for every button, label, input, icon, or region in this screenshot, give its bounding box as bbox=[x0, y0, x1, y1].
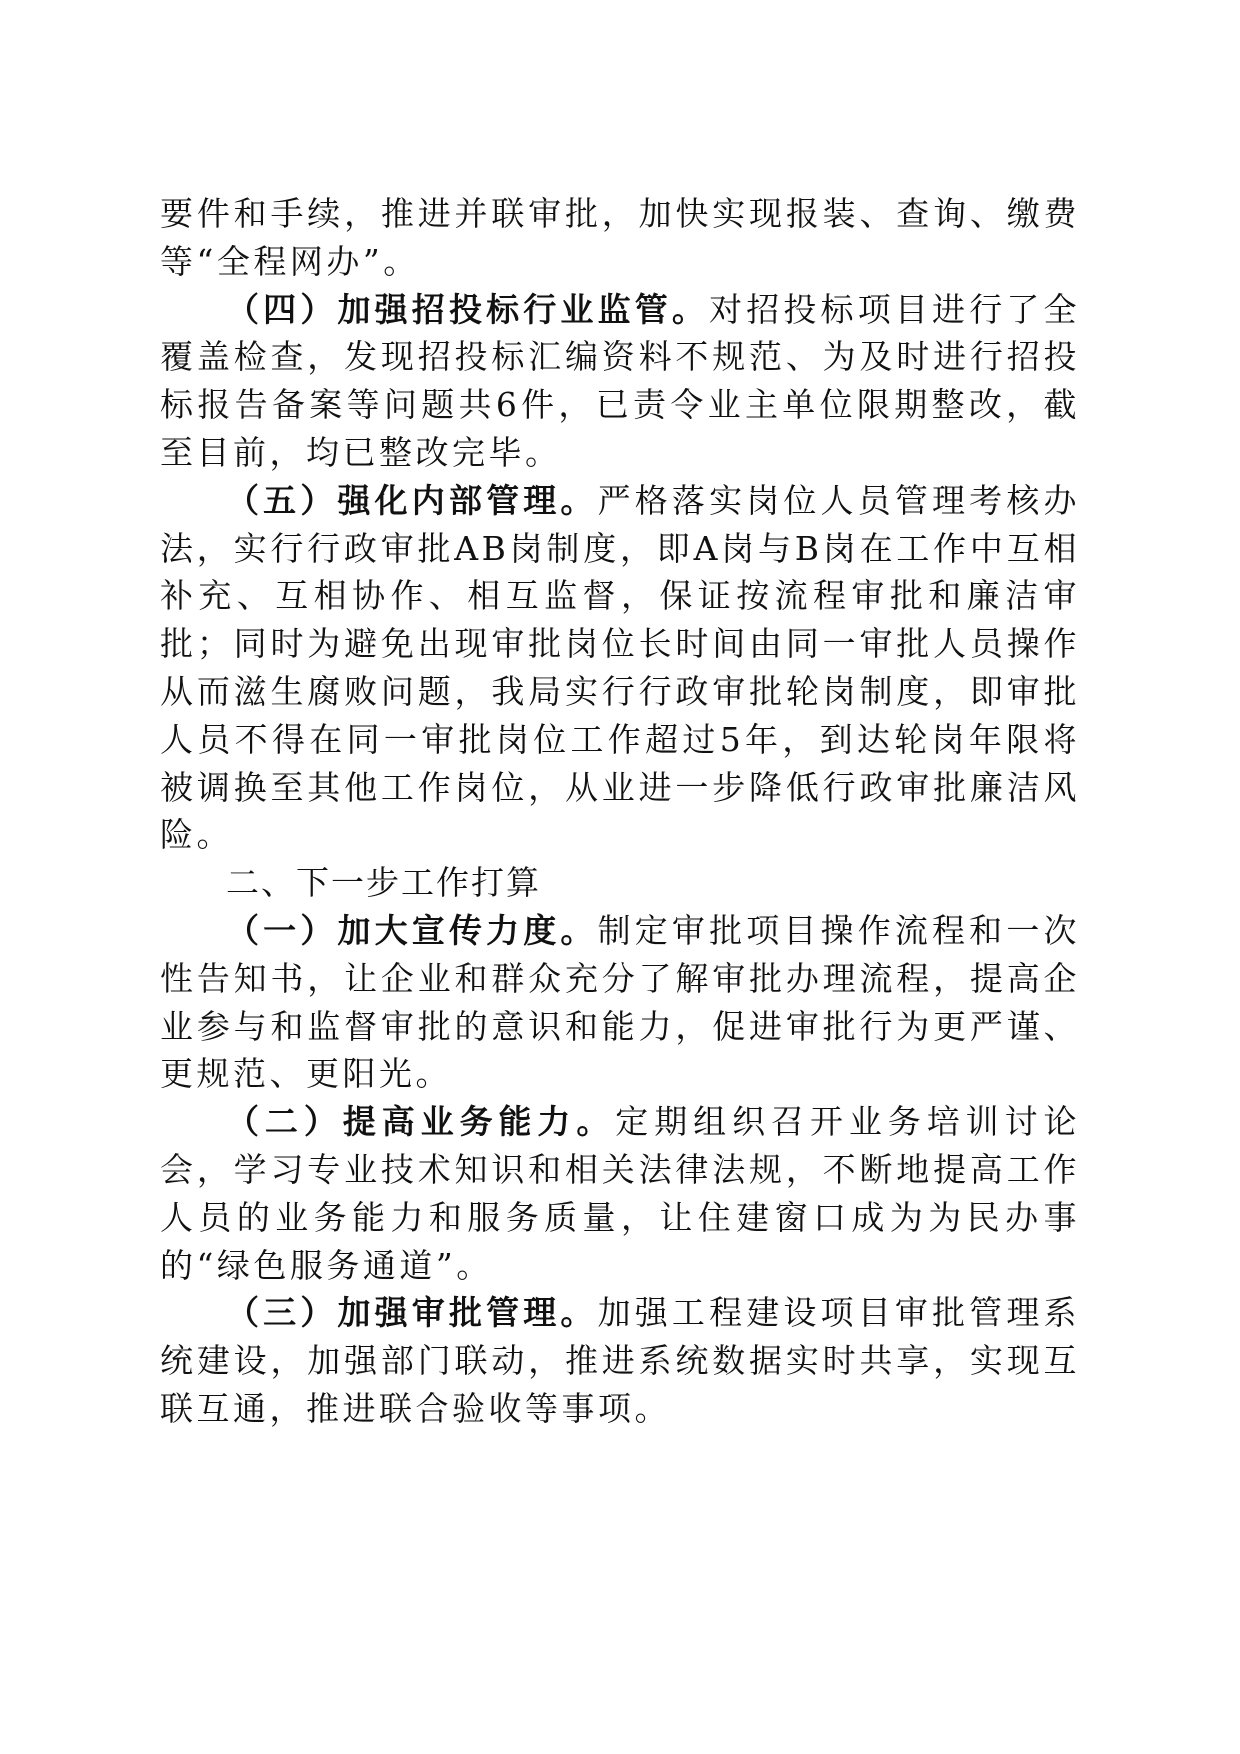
paragraph-bidding-supervision bbox=[160, 286, 1080, 477]
paragraph-lead: （五）强化内部管理。 bbox=[226, 480, 598, 520]
paragraph-internal-management bbox=[160, 477, 1080, 859]
paragraph-body: 对招投标项目进行了全覆盖检查，发现招投标汇编资料不规范、为及时进行招投标报告备案等问题共6件，已责令业主单位限期整改，截至目前，均已整改完毕。 bbox=[160, 289, 1081, 472]
paragraph-lead: （一）加大宣传力度。 bbox=[226, 910, 598, 950]
paragraph-approval-management bbox=[160, 1289, 1080, 1432]
paragraph-body: 严格落实岗位人员管理考核办法，实行行政审批AB岗制度，即A岗与B岗在工作中互相补充、互相协作、相互监督，保证按流程审批和廉洁审批；同时为避免出现审批岗位长时间由同一审批人员操作从而滋生腐败问题，我局实行行政审批轮岗制度，即审批人员不得在同一审批岗位工作超过5年，到达轮岗年限将被调换至其他工作岗位，从业进一步降低行政审批廉洁风险。 bbox=[160, 480, 1081, 855]
paragraph-publicity bbox=[160, 907, 1080, 1098]
paragraph-body: 定期组织召开业务培训讨论会，学习专业技术知识和相关法律法规，不断地提高工作人员的业务能力和服务质量，让住建窗口成为为民办事的“绿色服务通道”。 bbox=[160, 1102, 1081, 1285]
paragraph-continuation bbox=[160, 190, 1080, 286]
paragraph-lead: （二）提高业务能力。 bbox=[226, 1102, 616, 1142]
paragraph-body: 加强工程建设项目审批管理系统建设，加强部门联动，推进系统数据实时共享，实现互联互通，推进联合验收等事项。 bbox=[160, 1293, 1081, 1428]
paragraph-lead: （四）加强招投标行业监管。 bbox=[226, 289, 710, 329]
paragraph-capability bbox=[160, 1098, 1080, 1289]
document-page bbox=[160, 190, 1080, 1433]
paragraph-lead: （三）加强审批管理。 bbox=[226, 1293, 598, 1333]
paragraph-body: 制定审批项目操作流程和一次性告知书，让企业和群众充分了解审批办理流程，提高企业参与和监督审批的意识和能力，促进审批行为更严谨、更规范、更阳光。 bbox=[160, 910, 1081, 1094]
section-heading: 二、下一步工作打算 bbox=[226, 863, 541, 903]
paragraph-body: 要件和手续，推进并联审批，加快实现报装、查询、缴费等“全程网办”。 bbox=[160, 194, 1080, 281]
